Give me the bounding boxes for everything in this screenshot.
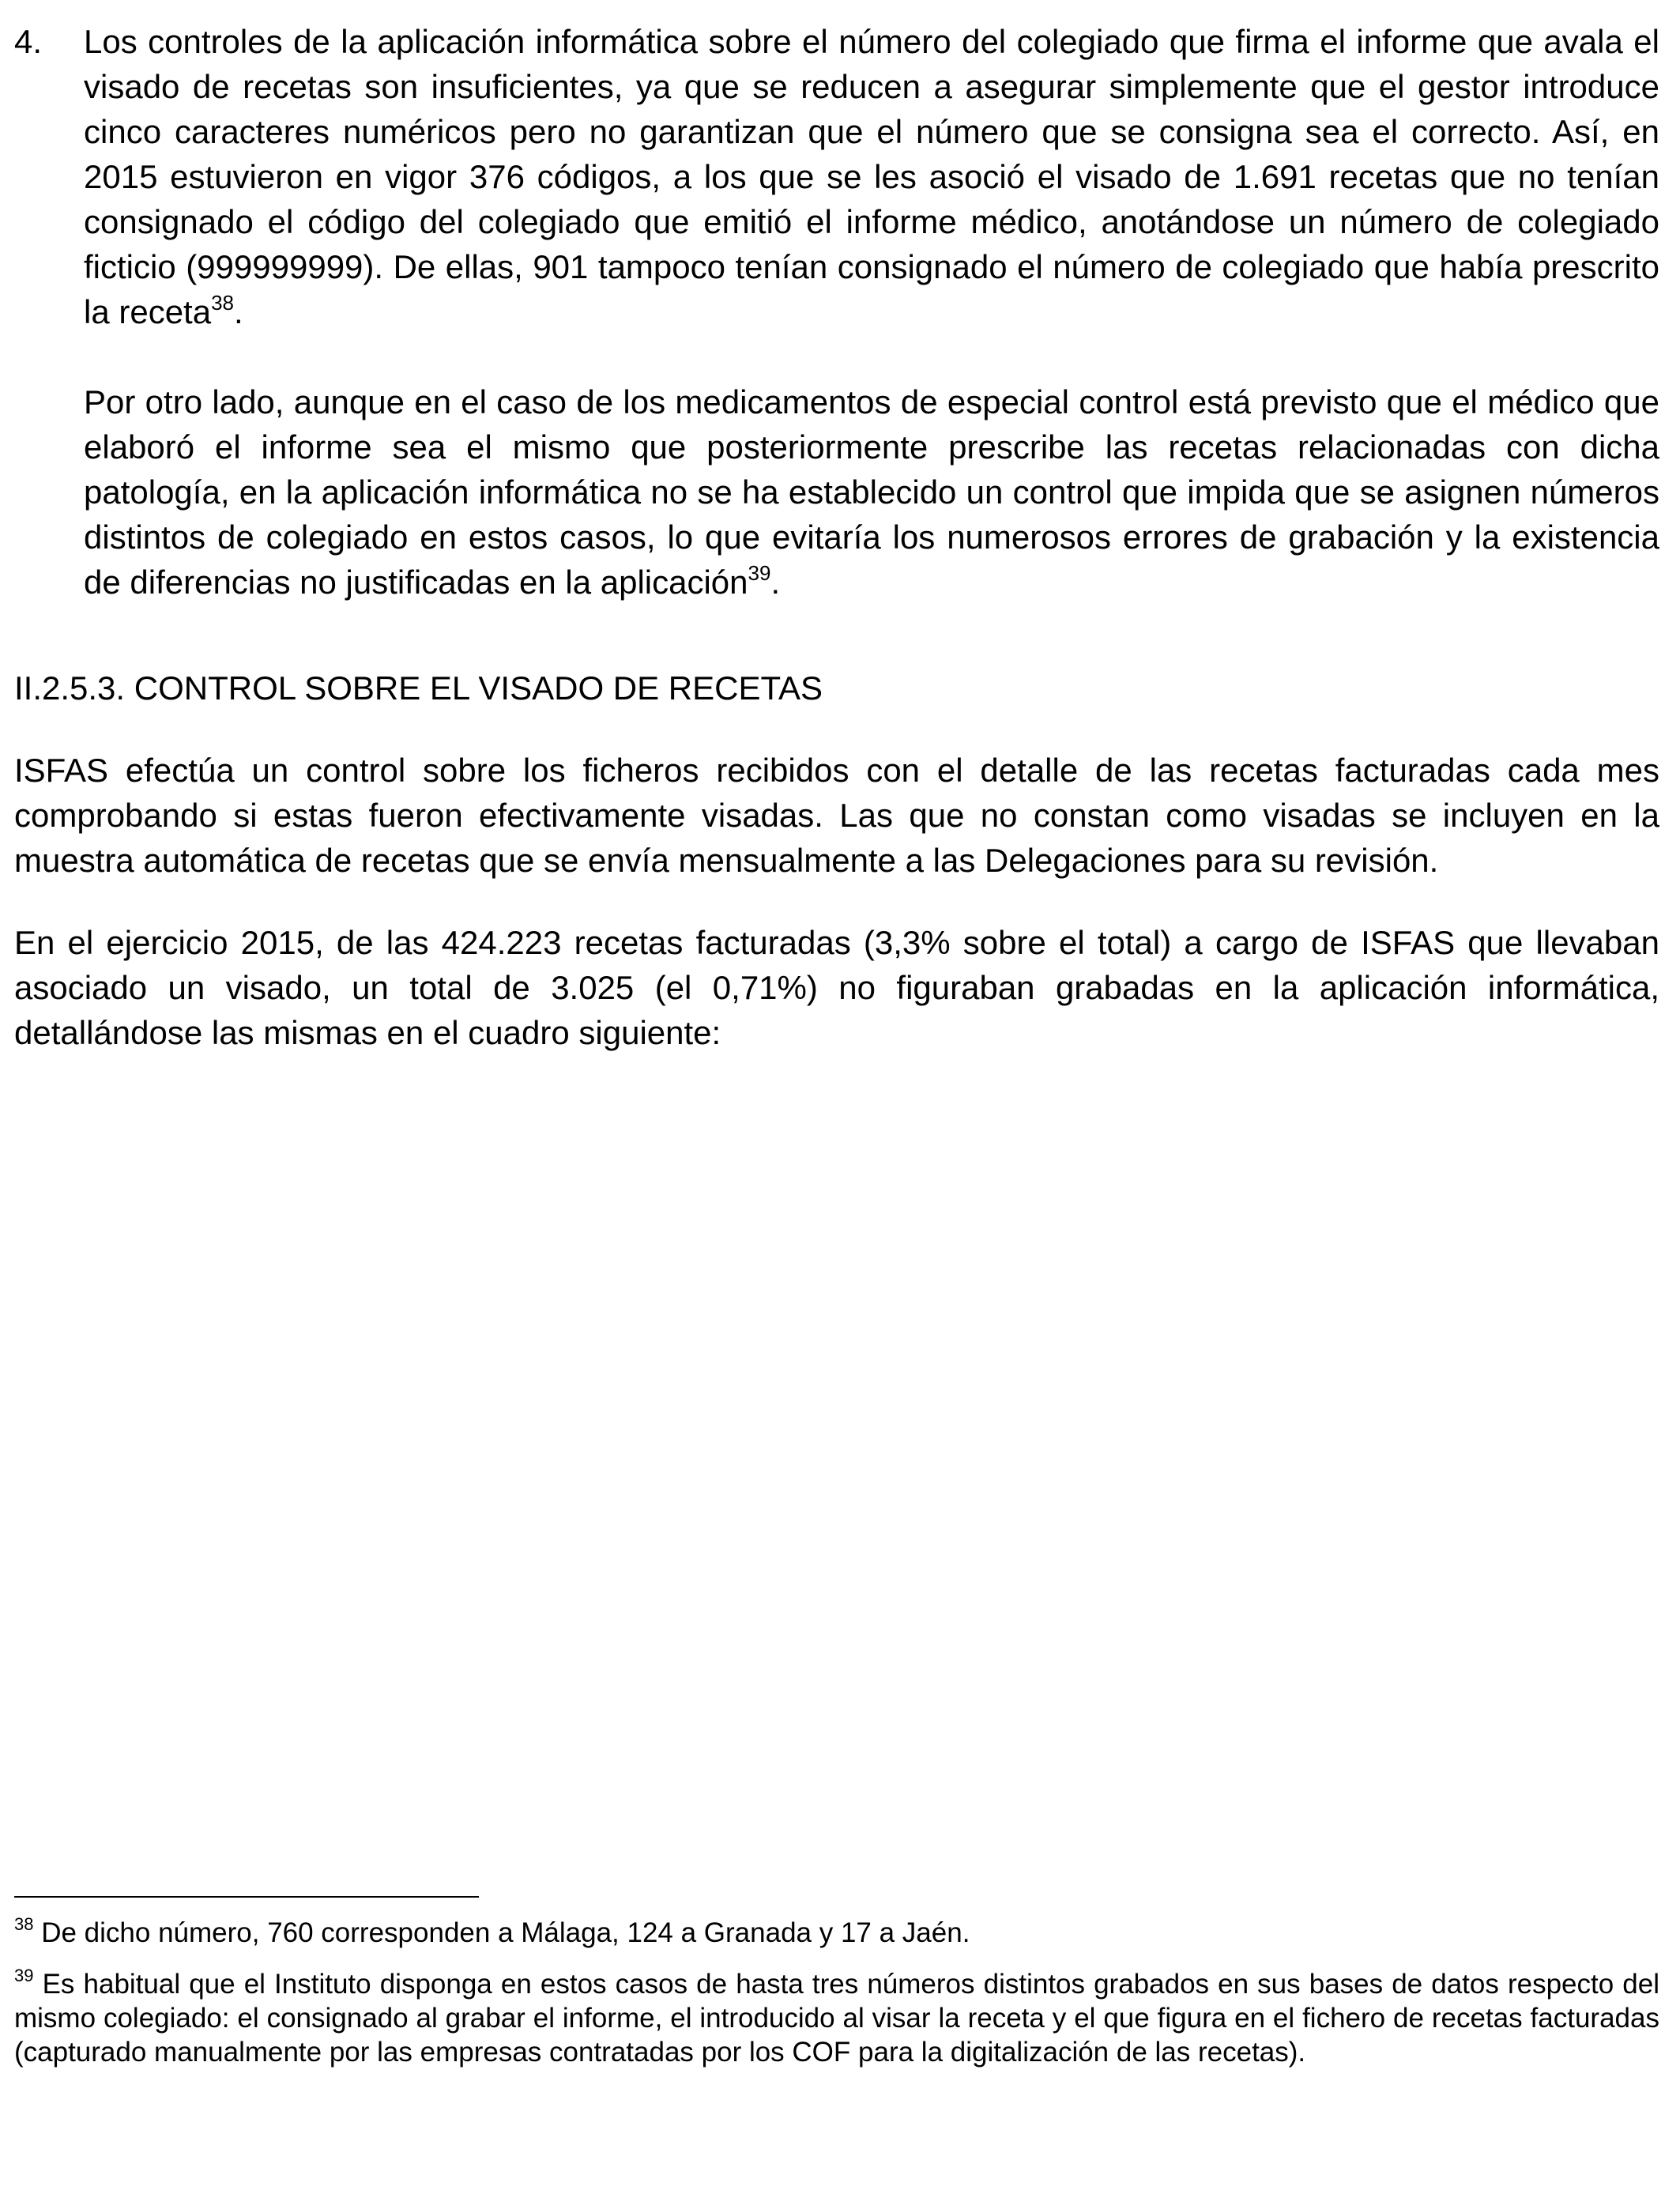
paragraph-end: . (234, 293, 243, 330)
list-item-paragraph-2-text: Por otro lado, aunque en el caso de los medicamentos de especial control está previsto que el médico que elaboró el informe sea el mismo que posteriormente prescribe las recetas relacionadas con dicha patología, en la aplicación informática no se ha establecido un control que impida que se asignen números distintos de colegiado en estos casos, lo que evitaría los numerosos errores de grabación y la existencia de diferencias no justificadas en la aplicación (84, 383, 1659, 601)
footnote-ref-38[interactable]: 38 (211, 291, 235, 315)
list-item-paragraph (84, 19, 1659, 334)
list-item-paragraph-2 (84, 379, 1659, 605)
footnote-number: 39 (14, 1966, 34, 1986)
section-paragraph: ISFAS efectúa un control sobre los ficheros recibidos con el detalle de las recetas facturadas cada mes comprobando si estas fueron efectivamente visadas. Las que no constan como visadas se incluyen en la muestra automática de recetas que se envía mensualmente a las Delegaciones para su revisión. (14, 752, 1659, 879)
section-heading: II.2.5.3. CONTROL SOBRE EL VISADO DE RECETAS (14, 669, 823, 707)
footnote-text: De dicho número, 760 corresponden a Málaga, 124 a Granada y 17 a Jaén. (33, 1917, 970, 1948)
list-item-number: 4. (14, 23, 43, 60)
footnote-39 (14, 1967, 1659, 2069)
footnote-number: 38 (14, 1914, 34, 1935)
footnote-38 (14, 1916, 1659, 1950)
footnote-ref-39[interactable]: 39 (748, 561, 771, 585)
paragraph-end: . (770, 564, 781, 601)
section-paragraph: En el ejercicio 2015, de las 424.223 recetas facturadas (3,3% sobre el total) a cargo de ISFAS que llevaban asociado un visado, un total de 3.025 (el 0,71%) no figuraban grabadas en la aplicación informática, detallándose las mismas en el cuadro siguiente: (14, 924, 1659, 1051)
list-item-paragraph-text: Los controles de la aplicación informática sobre el número del colegiado que firma el informe que avala el visado de recetas son insuficientes, ya que se reducen a asegurar simplemente que el gestor introduce cinco caracteres numéricos pero no garantizan que el número que se consigna sea el correcto. Así, en 2015 estuvieron en vigor 376 códigos, a los que se les asoció el visado de 1.691 recetas que no tenían consignado el código del colegiado que emitió el informe médico, anotándose un número de colegiado ficticio (999999999). De ellas, 901 tampoco tenían consignado el número de colegiado que había prescrito la receta (84, 23, 1659, 330)
footnote-separator (14, 1896, 479, 1898)
footnote-text: Es habitual que el Instituto disponga en estos casos de hasta tres números distintos grabados en sus bases de datos respecto del mismo colegiado: el consignado al grabar el informe, el introducido al visar la receta y el que figura en el fichero de recetas facturadas (capturado manualmente por las empresas contratadas por los COF para la digitalización de las recetas). (14, 1969, 1659, 2068)
